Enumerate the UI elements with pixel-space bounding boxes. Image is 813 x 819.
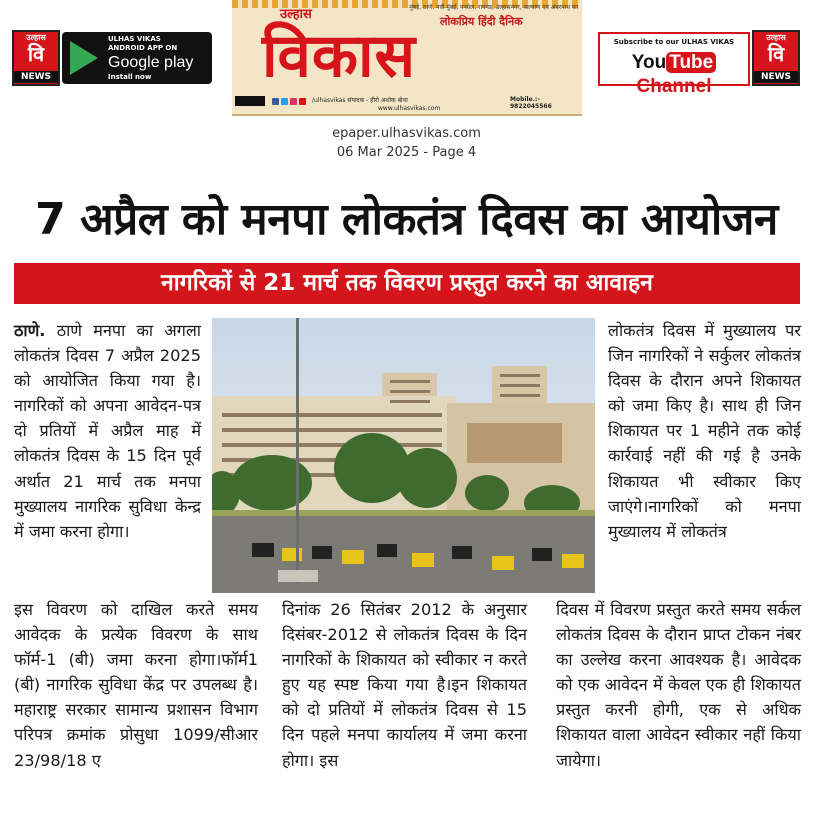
- website-url[interactable]: www.ulhasvikas.com: [378, 105, 441, 112]
- logo-news-text: NEWS: [754, 71, 798, 83]
- logo-news-text: NEWS: [14, 71, 58, 83]
- article-subheadline: नागरिकों से 21 मार्च तक विवरण प्रस्तुत करने का आवाहन: [14, 263, 800, 304]
- column-3-bottom: दिवस में विवरण प्रस्तुत करते समय सर्कल लोकतंत्र दिवस के दौरान प्राप्त टोकन नंबर का उल्लेख करना आवश्यक है। आवेदक को एक आवेदन में केवल एक ही शिकायत प्रस्तुत करनी होगी, एक से अधिक शिकायत वाला आवेदन स्वीकार नहीं किया जायेगा।: [556, 600, 801, 770]
- logo-letter: वि: [767, 42, 785, 66]
- google-play-mini-icon: [235, 96, 265, 106]
- youtube-channel-banner[interactable]: [598, 32, 750, 97]
- brand-name: विकास: [262, 21, 417, 91]
- photo-pole-base: [278, 570, 318, 582]
- ulhas-news-logo-left[interactable]: [12, 30, 60, 86]
- column-1-bottom: इस विवरण को दाखिल करते समय आवेदक के प्रत्येक विवरण के साथ फॉर्म-1 (बी) जमा करना होगा।फॉर्म1 (बी) नागरिक सुविधा केंद्र पर उपलब्ध है। महाराष्ट्र सरकार सामान्य प्रशासन विभाग परिपत्र क्रमांक प्रोसुधा 1099/सीआर 23/98/18 ए: [14, 600, 258, 770]
- google-play-badge[interactable]: [62, 32, 212, 84]
- photo-median: [212, 510, 595, 516]
- column-3-top: लोकतंत्र दिवस में मुख्यालय पर जिन नागरिकों ने सर्कुलर लोकतंत्र दिवस के दौरान अपने शिकायत को जमा किए है। साथ ही जिन शिकायत पर 1 महीने तक कोई कार्रवाई नहीं की गई है उनके शिकायत भी स्वीकार किए जाएंगे।नागरिकों को मनपा मुख्यालय में लोकतंत्र: [608, 321, 801, 541]
- logo-top-text: उल्हास: [766, 33, 786, 42]
- dateline: ठाणे.: [14, 321, 46, 340]
- newspaper-masthead[interactable]: [232, 0, 582, 116]
- play-install-text: Install now: [108, 73, 152, 81]
- editor-info: /ulhasvikas संपादक - हीरो अशोक बोधा: [312, 97, 408, 104]
- column-1-top-text: ठाणे मनपा का अगला लोकतंत्र दिवस 7 अप्रैल 2025 को आयोजित किया गया है।नागरिकों को अपना आवेदन-पत्र दो प्रतियों में अप्रैल माह में लोकतंत्र दिवस के 15 दिन पूर्व अर्थात 21 मार्च तक मनपा मुख्यालय नागरिक सुविधा केन्द्र में जमा करना होगा।: [14, 321, 201, 541]
- play-app-name: ULHAS VIKAS: [108, 35, 161, 43]
- youtube-channel-row: [600, 51, 748, 99]
- masthead-tagline: मुंबई, ठाणे, नवी मुंबई, पनवेल, रायगड, उल्हासनगर, कल्याण एवं अंबरनाथ का: [409, 4, 578, 11]
- facebook-icon: [272, 98, 279, 105]
- play-store-icon: [70, 41, 98, 75]
- logo-letter: वि: [27, 42, 45, 66]
- instagram-icon: [290, 98, 297, 105]
- youtube-subscribe-text: Subscribe to our ULHAS VIKAS: [613, 38, 735, 46]
- twitter-icon: [281, 98, 288, 105]
- column-2: दिनांक 26 सितंबर 2012 के अनुसार दिसंबर-2012 से लोकतंत्र दिवस के दिन नागरिकों के शिकायत को स्वीकार न करते हुए यह स्पष्ट किया गया है।इन शिकायत को दो प्रतियों में लोकतंत्र दिवस से 15 दिन पहले मनपा कार्यालय में जमा करना होगा। इस: [282, 600, 527, 770]
- youtube-mini-icon: [299, 98, 306, 105]
- date-page: 06 Mar 2025 - Page 4: [336, 145, 477, 160]
- article-headline: 7 अप्रैल को मनपा लोकतंत्र दिवस का आयोजन: [35, 194, 778, 245]
- play-store-text: Google play: [108, 54, 194, 71]
- brand-prefix: उल्हास: [280, 7, 312, 22]
- article-photo: [212, 318, 595, 593]
- column-1-top: [14, 318, 201, 544]
- play-android-text: ANDROID APP ON: [108, 44, 178, 52]
- epaper-site[interactable]: epaper.ulhasvikas.com: [332, 126, 481, 141]
- ulhas-news-logo-right[interactable]: [752, 30, 800, 86]
- youtube-channel-word: Channel: [636, 76, 712, 97]
- photo-mural: [467, 423, 562, 463]
- mobile-number: Mobile.:- 9822045566: [510, 96, 552, 110]
- logo-top-text: उल्हास: [26, 33, 46, 42]
- photo-light-pole: [296, 318, 299, 583]
- youtube-you: You: [631, 52, 667, 73]
- masthead-subtitle: लोकप्रिय हिंदी दैनिक: [440, 15, 523, 28]
- youtube-tube: Tube: [666, 52, 716, 73]
